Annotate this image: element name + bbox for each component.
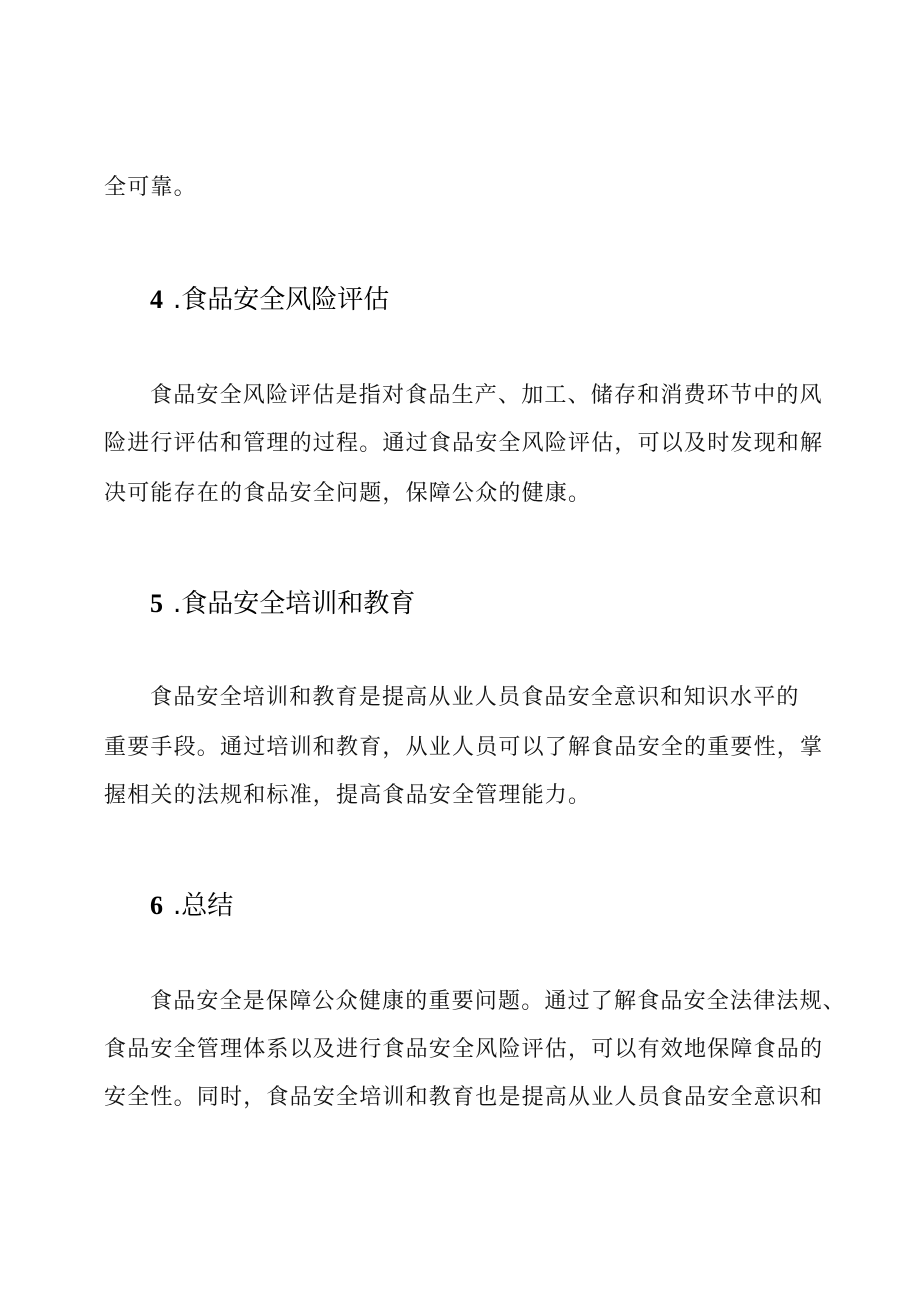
paragraph-line: 食品安全是保障公众健康的重要问题。通过了解食品安全法律法规、 bbox=[150, 989, 847, 1014]
section-number: 4 bbox=[150, 285, 163, 314]
paragraph-line: 安全性。同时，食品安全培训和教育也是提高从业人员食品安全意识和 bbox=[104, 1085, 824, 1110]
paragraph-line: 重要手段。通过培训和教育，从业人员可以了解食品安全的重要性，掌 bbox=[104, 735, 824, 760]
section-heading bbox=[150, 890, 233, 922]
paragraph-line: 食品安全管理体系以及进行食品安全风险评估，可以有效地保障食品的 bbox=[104, 1037, 824, 1062]
paragraph-line: 食品安全培训和教育是提高从业人员食品安全意识和知识水平的 bbox=[150, 685, 800, 710]
paragraph-line: 握相关的法规和标准，提高食品安全管理能力。 bbox=[104, 783, 592, 808]
section-number: 5 bbox=[150, 589, 163, 618]
paragraph-line: 险进行评估和管理的过程。通过食品安全风险评估，可以及时发现和解 bbox=[104, 431, 824, 456]
paragraph-line: 全可靠。 bbox=[104, 175, 197, 200]
section-title: .总结 bbox=[173, 891, 234, 921]
paragraph-line: 食品安全风险评估是指对食品生产、加工、储存和消费环节中的风 bbox=[150, 383, 823, 408]
section-title: .食品安全培训和教育 bbox=[173, 589, 416, 619]
section-heading bbox=[150, 284, 389, 316]
section-heading bbox=[150, 588, 415, 620]
paragraph-line: 决可能存在的食品安全问题，保障公众的健康。 bbox=[104, 481, 592, 506]
section-number: 6 bbox=[150, 891, 163, 920]
section-title: .食品安全风险评估 bbox=[173, 285, 390, 315]
